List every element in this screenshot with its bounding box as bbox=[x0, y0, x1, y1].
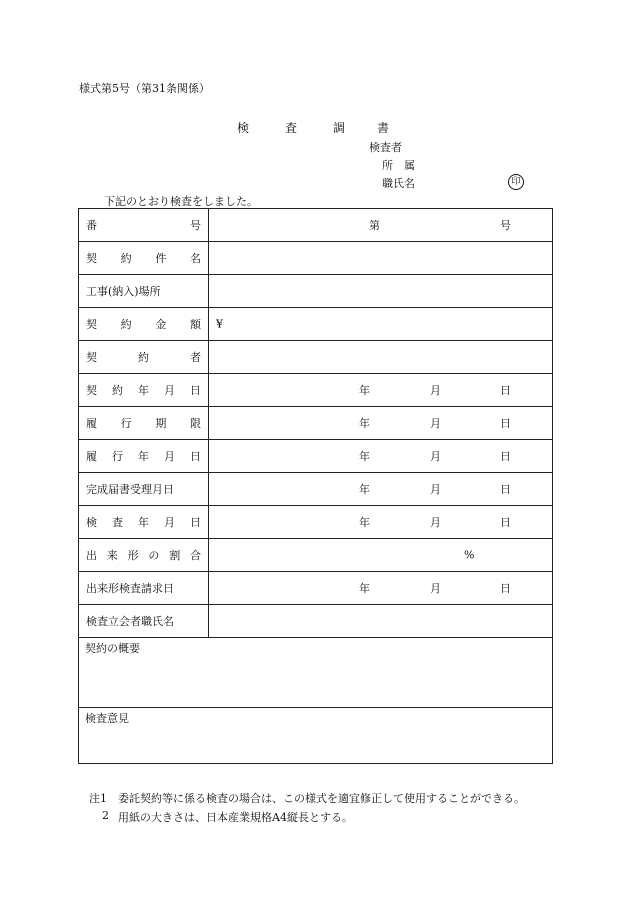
row-label-char: 月 bbox=[164, 384, 175, 397]
row-label-spread bbox=[86, 514, 201, 530]
intro-text: 下記のとおり検査をしました。 bbox=[104, 195, 258, 208]
row-label-char: 約 bbox=[138, 351, 149, 364]
row-label-char: 日 bbox=[190, 516, 201, 529]
row-label-char: 者 bbox=[190, 351, 201, 364]
day-unit: 日 bbox=[500, 516, 511, 529]
row-label-char: 割 bbox=[169, 549, 181, 562]
year-unit: 年 bbox=[359, 483, 370, 496]
table-row bbox=[79, 374, 552, 407]
row-value-field[interactable] bbox=[209, 242, 552, 274]
inspection-form-table bbox=[78, 208, 553, 764]
row-label-char: 形 bbox=[127, 549, 139, 562]
day-unit: 日 bbox=[500, 582, 511, 595]
percent-sign: % bbox=[464, 548, 475, 562]
year-unit: 年 bbox=[359, 582, 370, 595]
note-head: 2 bbox=[102, 809, 109, 822]
table-row bbox=[79, 275, 552, 308]
row-label-char: 行 bbox=[120, 417, 132, 430]
row-label-char: 来 bbox=[106, 549, 118, 562]
row-label-char: 月 bbox=[164, 450, 175, 463]
row-label bbox=[79, 308, 209, 340]
row-label-char: 日 bbox=[190, 450, 201, 463]
row-label-char: 件 bbox=[155, 252, 167, 265]
table-row bbox=[79, 572, 552, 605]
row-label bbox=[79, 605, 209, 637]
row-value-field[interactable] bbox=[209, 506, 552, 538]
row-label-char: 検 bbox=[86, 516, 97, 529]
table-row bbox=[79, 341, 552, 374]
row-label-char: 年 bbox=[138, 450, 149, 463]
row-value-field[interactable] bbox=[209, 275, 552, 307]
month-unit: 月 bbox=[430, 483, 441, 496]
row-label-char: 名 bbox=[189, 252, 201, 265]
row-label-char: 金 bbox=[155, 318, 167, 331]
row-label-char: 期 bbox=[155, 417, 167, 430]
inspection-opinion-field[interactable] bbox=[79, 708, 552, 763]
row-label-char: 月 bbox=[164, 516, 175, 529]
table-row bbox=[79, 209, 552, 242]
row-label-spread bbox=[86, 382, 201, 398]
form-rows bbox=[79, 209, 552, 638]
contract-outline-field[interactable] bbox=[79, 638, 552, 708]
row-label-char: 出 bbox=[86, 549, 97, 562]
table-row bbox=[79, 407, 552, 440]
row-label-text: 検査立会者職氏名 bbox=[86, 615, 174, 628]
row-value-field[interactable] bbox=[209, 539, 552, 571]
number-prefix: 第 bbox=[369, 219, 380, 232]
row-value-field[interactable] bbox=[209, 572, 552, 604]
table-row bbox=[79, 605, 552, 638]
row-value-field[interactable] bbox=[209, 374, 552, 406]
month-unit: 月 bbox=[430, 384, 441, 397]
row-label-spread bbox=[86, 217, 201, 233]
row-label-char: 契 bbox=[86, 351, 97, 364]
row-label-char: 年 bbox=[138, 384, 149, 397]
title-char: 査 bbox=[285, 121, 298, 135]
row-label-spread bbox=[86, 349, 201, 365]
row-label-spread bbox=[86, 415, 201, 431]
row-value-field[interactable] bbox=[209, 440, 552, 472]
row-label bbox=[79, 275, 209, 307]
day-unit: 日 bbox=[500, 483, 511, 496]
yen-sign: ¥ bbox=[216, 317, 223, 331]
year-unit: 年 bbox=[359, 417, 370, 430]
row-label-char: 契 bbox=[86, 252, 97, 265]
row-label-char: 履 bbox=[86, 417, 97, 430]
table-row bbox=[79, 539, 552, 572]
year-unit: 年 bbox=[359, 516, 370, 529]
row-value-field[interactable] bbox=[209, 605, 552, 637]
row-label bbox=[79, 242, 209, 274]
row-label-spread bbox=[86, 448, 201, 464]
row-label bbox=[79, 539, 209, 571]
row-label-text: 工事(納入)場所 bbox=[86, 285, 161, 298]
row-label bbox=[79, 209, 209, 241]
inspection-opinion-label: 検査意見 bbox=[85, 712, 129, 725]
day-unit: 日 bbox=[500, 384, 511, 397]
row-value-field[interactable] bbox=[209, 209, 552, 241]
row-label-char: 番 bbox=[86, 219, 97, 232]
row-label bbox=[79, 341, 209, 373]
title-char: 調 bbox=[333, 121, 346, 135]
department-label: 所 属 bbox=[382, 159, 415, 172]
row-label bbox=[79, 440, 209, 472]
row-label bbox=[79, 374, 209, 406]
row-value-field[interactable] bbox=[209, 341, 552, 373]
row-label-char: 査 bbox=[112, 516, 123, 529]
note-head: 注1 bbox=[89, 792, 107, 805]
row-label-char: 約 bbox=[112, 384, 123, 397]
day-unit: 日 bbox=[500, 417, 511, 430]
row-label-char: 契 bbox=[86, 384, 97, 397]
row-label-spread bbox=[86, 547, 201, 563]
row-label-char: 限 bbox=[189, 417, 201, 430]
month-unit: 月 bbox=[430, 450, 441, 463]
note-text: 用紙の大きさは、日本産業規格A4縦長とする。 bbox=[118, 811, 353, 824]
note-text: 委託契約等に係る検査の場合は、この様式を適宜修正して使用することができる。 bbox=[118, 792, 525, 805]
title-char: 書 bbox=[377, 121, 390, 135]
table-row bbox=[79, 242, 552, 275]
contract-outline-label: 契約の概要 bbox=[85, 642, 140, 655]
title-char: 検 bbox=[237, 121, 250, 135]
row-label-char: 額 bbox=[189, 318, 201, 331]
month-unit: 月 bbox=[430, 516, 441, 529]
row-label-char: の bbox=[148, 549, 160, 562]
table-row bbox=[79, 506, 552, 539]
row-label-char: 日 bbox=[190, 384, 201, 397]
form-number: 様式第5号（第31条関係） bbox=[79, 82, 210, 95]
row-label bbox=[79, 473, 209, 505]
row-label-text: 出来形検査請求日 bbox=[86, 582, 174, 595]
table-row bbox=[79, 473, 552, 506]
row-value-field[interactable] bbox=[209, 473, 552, 505]
row-value-field[interactable] bbox=[209, 308, 552, 340]
row-label-spread bbox=[86, 250, 201, 266]
row-label bbox=[79, 407, 209, 439]
row-label-char: 号 bbox=[190, 219, 201, 232]
inspector-label: 検査者 bbox=[369, 141, 402, 154]
year-unit: 年 bbox=[359, 384, 370, 397]
number-suffix: 号 bbox=[500, 219, 511, 232]
day-unit: 日 bbox=[500, 450, 511, 463]
seal-mark: 印 bbox=[508, 174, 524, 190]
row-label-spread bbox=[86, 316, 201, 332]
row-label bbox=[79, 572, 209, 604]
table-row bbox=[79, 308, 552, 341]
row-label-char: 合 bbox=[189, 549, 201, 562]
table-row bbox=[79, 440, 552, 473]
row-label-char: 履 bbox=[86, 450, 97, 463]
row-label-char: 契 bbox=[86, 318, 97, 331]
name-title-label: 職氏名 bbox=[382, 177, 415, 190]
row-label-text: 完成届書受理月日 bbox=[86, 483, 174, 496]
year-unit: 年 bbox=[359, 450, 370, 463]
row-label-char: 年 bbox=[138, 516, 149, 529]
month-unit: 月 bbox=[430, 582, 441, 595]
month-unit: 月 bbox=[430, 417, 441, 430]
row-label-char: 約 bbox=[120, 318, 132, 331]
row-value-field[interactable] bbox=[209, 407, 552, 439]
row-label bbox=[79, 506, 209, 538]
row-label-char: 行 bbox=[112, 450, 123, 463]
row-label-char: 約 bbox=[120, 252, 132, 265]
